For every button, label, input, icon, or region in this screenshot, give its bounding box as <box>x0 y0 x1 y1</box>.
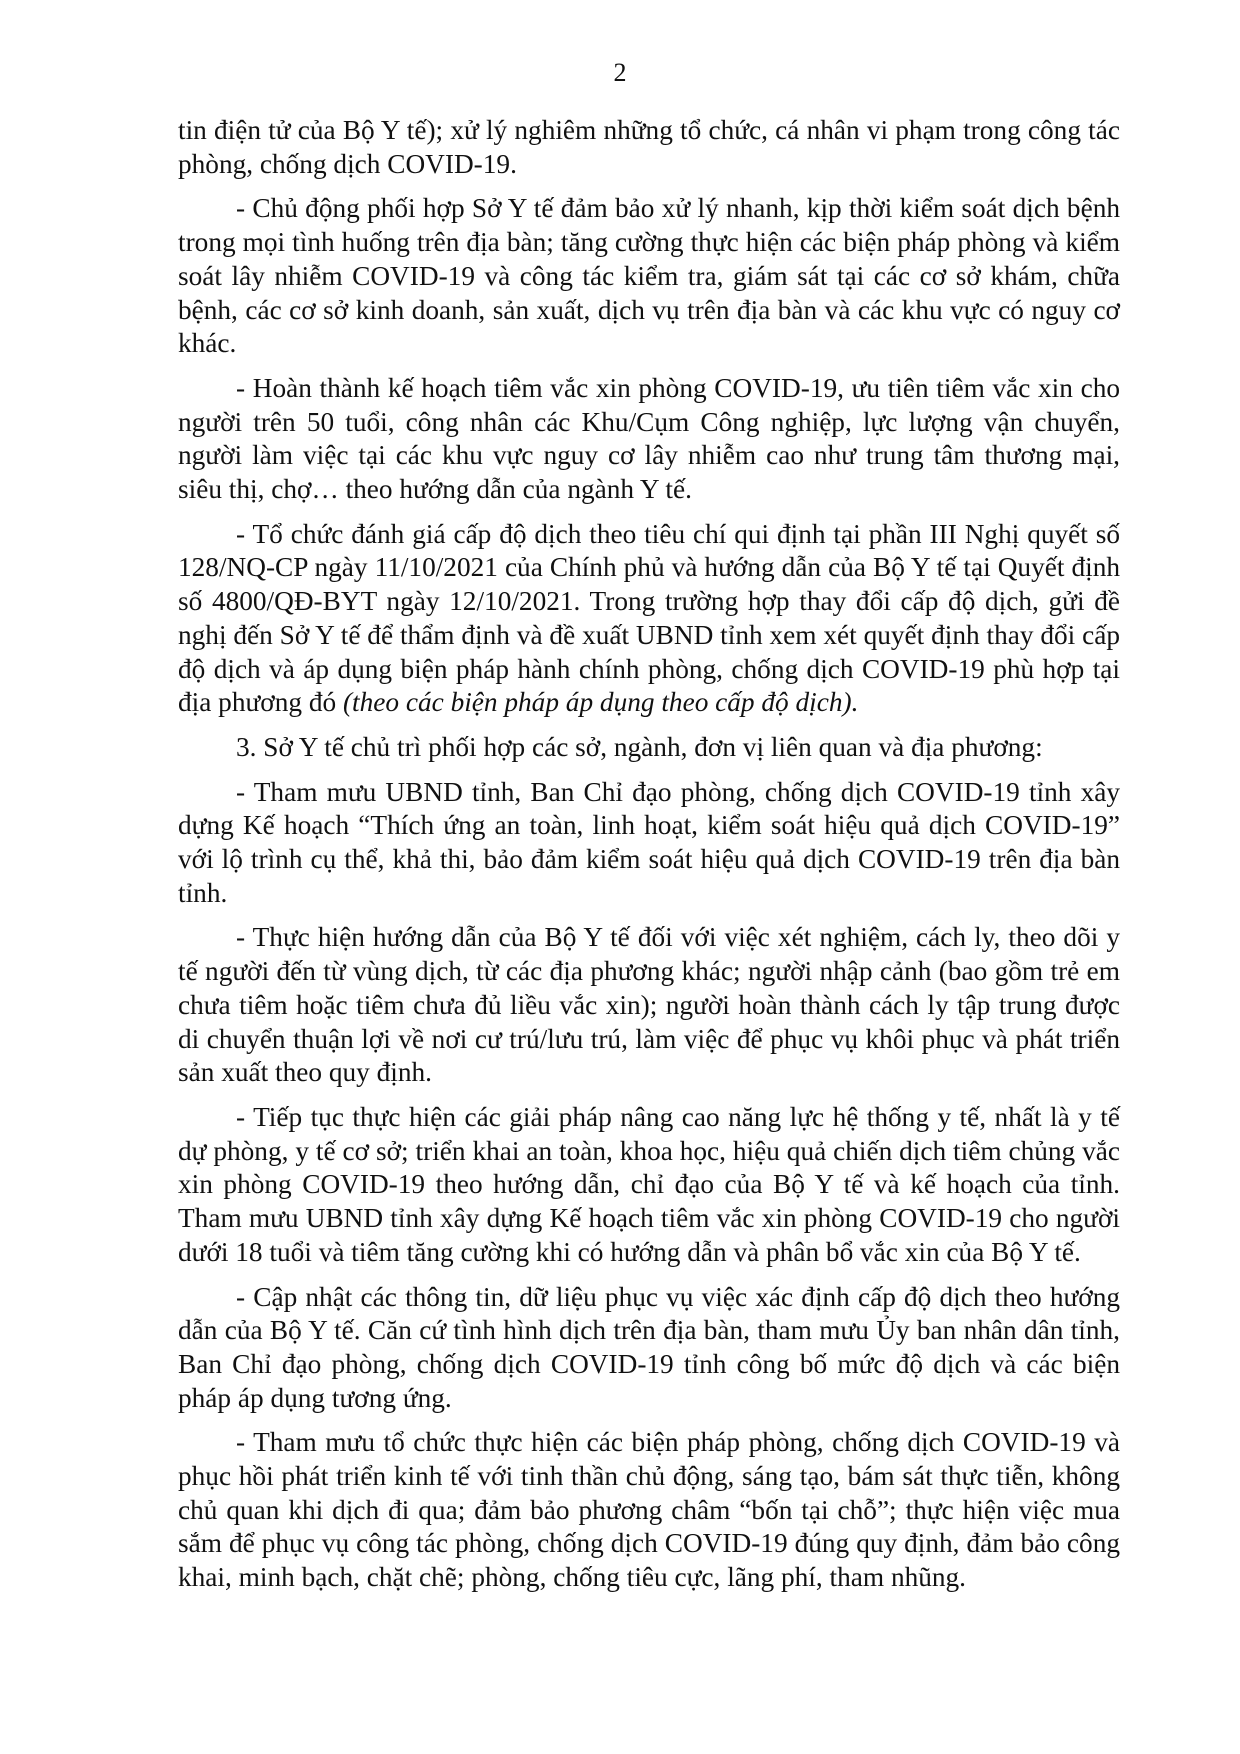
paragraph-testing-quarantine: - Thực hiện hướng dẫn của Bộ Y tế đối với việc xét nghiệm, cách ly, theo dõi y tế người đến từ vùng dịch, từ các địa phương khác; người nhập cảnh (bao gồm trẻ em chưa tiêm hoặc tiêm chưa đủ liều vắc xin); người hoàn thành cách ly tập trung được di chuyển thuận lợi về nơi cư trú/lưu trú, làm việc để phục vụ khôi phục và phát triển sản xuất theo quy định. <box>178 922 1120 1088</box>
paragraph-implementation-measures: - Tham mưu tổ chức thực hiện các biện pháp phòng, chống dịch COVID-19 và phục hồi phát triển kinh tế với tinh thần chủ động, sáng tạo, bám sát thực tiễn, không chủ quan khi dịch đi qua; đảm bảo phương châm “bốn tại chỗ”; thực hiện việc mua sắm để phục vụ công tác phòng, chống dịch COVID-19 đúng quy định, đảm bảo công khai, minh bạch, chặt chẽ; phòng, chống tiêu cực, lãng phí, tham nhũng. <box>178 1427 1120 1593</box>
paragraph-advise-plan: - Tham mưu UBND tỉnh, Ban Chỉ đạo phòng, chống dịch COVID-19 tỉnh xây dựng Kế hoạch “Thích ứng an toàn, linh hoạt, kiểm soát hiệu quả dịch COVID-19” với lộ trình cụ thể, khả thi, bảo đảm kiểm soát hiệu quả dịch COVID-19 trên địa bàn tỉnh. <box>178 776 1120 908</box>
document-body <box>178 114 1120 1606</box>
paragraph-epidemic-level-assessment <box>178 518 1120 720</box>
paragraph-text: - Tổ chức đánh giá cấp độ dịch theo tiêu chí qui định tại phần III Nghị quyết số 128/NQ-CP ngày 11/10/2021 của Chính phủ và hướng dẫn của Bộ Y tế tại Quyết định số 4800/QĐ-BYT ngày 12/10/2021. Trong trường hợp thay đổi cấp độ dịch, gửi đề nghị đến Sở Y tế để thẩm định và đề xuất UBND tỉnh xem xét quyết định thay đổi cấp độ dịch và áp dụng biện pháp hành chính phòng, chống dịch COVID-19 phù hợp tại địa phương đó <box>178 518 1120 718</box>
paragraph-vaccination-plan: - Hoàn thành kế hoạch tiêm vắc xin phòng COVID-19, ưu tiên tiêm vắc xin cho người trên 50 tuổi, công nhân các Khu/Cụm Công nghiệp, lực lượng vận chuyển, người làm việc tại các khu vực nguy cơ lây nhiễm cao như trung tâm thương mại, siêu thị, chợ… theo hướng dẫn của ngành Y tế. <box>178 372 1120 505</box>
paragraph-coordinate-health-dept: - Chủ động phối hợp Sở Y tế đảm bảo xử lý nhanh, kịp thời kiểm soát dịch bệnh trong mọi tình huống trên địa bàn; tăng cường thực hiện các biện pháp phòng và kiểm soát lây nhiễm COVID-19 và công tác kiểm tra, giám sát tại các cơ sở khám, chữa bệnh, các cơ sở kinh doanh, sản xuất, dịch vụ trên địa bàn và các khu vực có nguy cơ khác. <box>178 193 1120 359</box>
paragraph-health-system-capacity: - Tiếp tục thực hiện các giải pháp nâng cao năng lực hệ thống y tế, nhất là y tế dự phòng, y tế cơ sở; triển khai an toàn, khoa học, hiệu quả chiến dịch tiêm chủng vắc xin phòng COVID-19 theo hướng dẫn, chỉ đạo của Bộ Y tế và kế hoạch của tỉnh. Tham mưu UBND tỉnh xây dựng Kế hoạch tiêm vắc xin phòng COVID-19 cho người dưới 18 tuổi và tiêm tăng cường khi có hướng dẫn và phân bổ vắc xin của Bộ Y tế. <box>178 1101 1120 1267</box>
paragraph-section-3-heading: 3. Sở Y tế chủ trì phối hợp các sở, ngành, đơn vị liên quan và địa phương: <box>236 731 1043 762</box>
paragraph-continuation: tin điện tử của Bộ Y tế); xử lý nghiêm những tổ chức, cá nhân vi phạm trong công tác phòng, chống dịch COVID-19. <box>178 115 1120 179</box>
paragraph-italic-note: (theo các biện pháp áp dụng theo cấp độ dịch). <box>342 687 859 718</box>
paragraph-update-data: - Cập nhật các thông tin, dữ liệu phục vụ việc xác định cấp độ dịch theo hướng dẫn của Bộ Y tế. Căn cứ tình hình dịch trên địa bàn, tham mưu Ủy ban nhân dân tỉnh, Ban Chỉ đạo phòng, chống dịch COVID-19 tỉnh công bố mức độ dịch và các biện pháp áp dụng tương ứng. <box>178 1281 1120 1413</box>
page-number: 2 <box>613 58 627 87</box>
